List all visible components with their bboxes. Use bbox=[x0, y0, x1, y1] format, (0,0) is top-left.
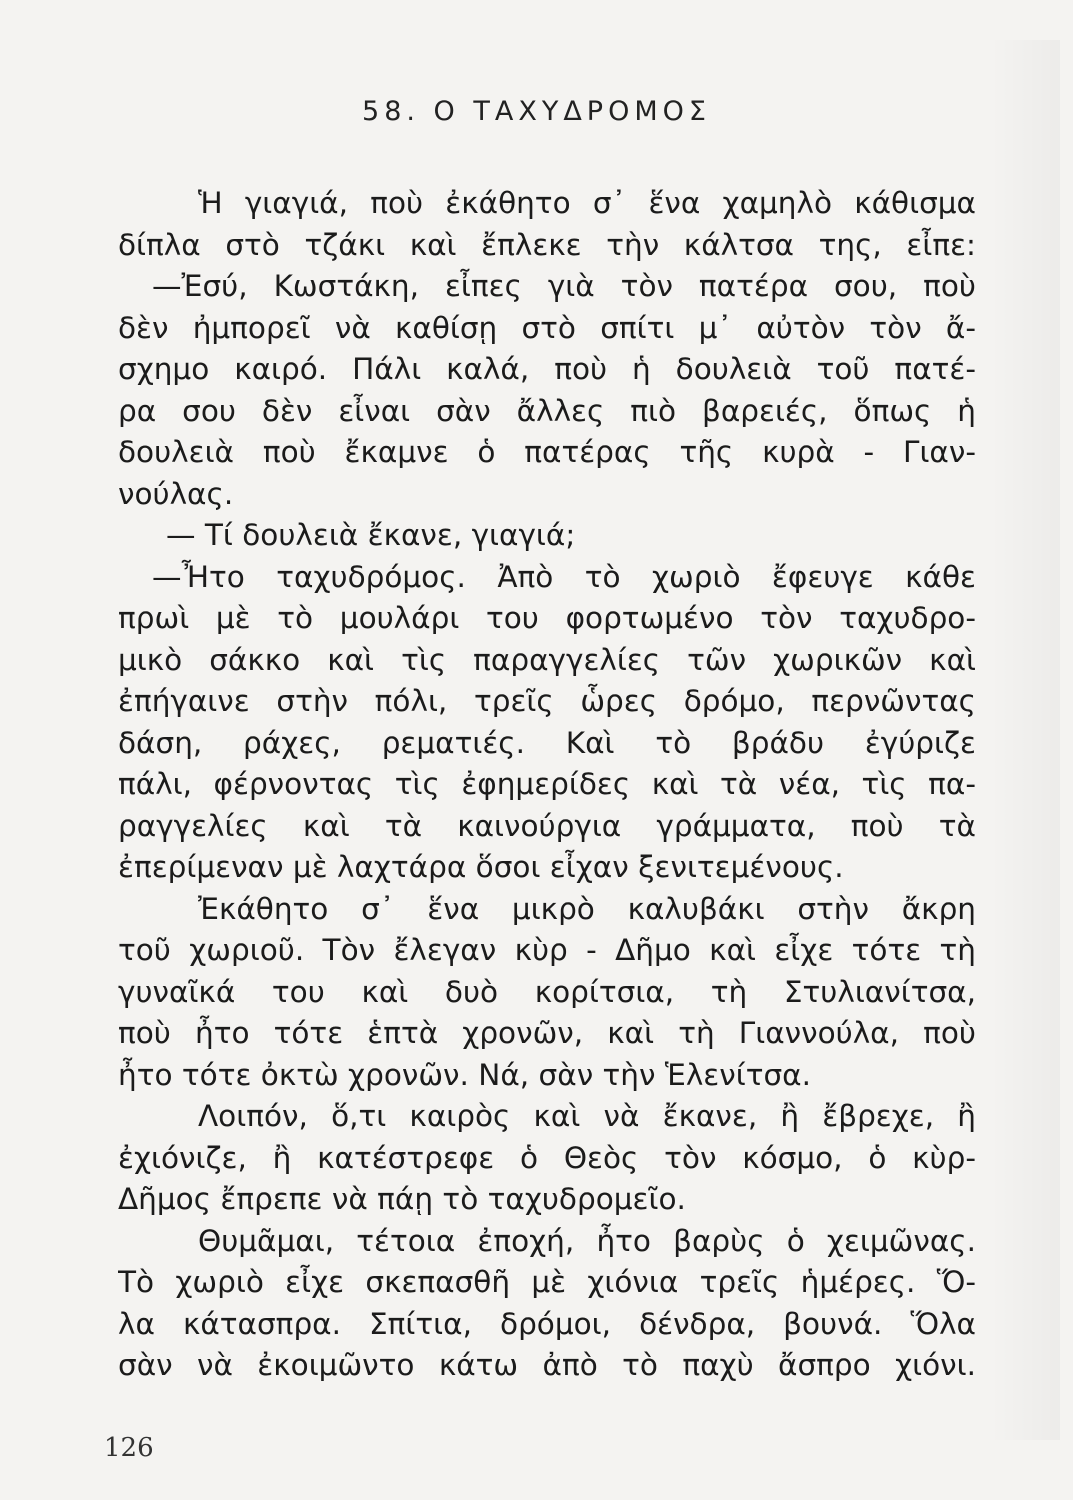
text-line: Ἐκάθητο σ᾿ ἕνα μικρὸ καλυβάκι στὴν ἄκρη bbox=[198, 891, 976, 926]
text-line: —Ἦτο ταχυδρόμος. Ἀπὸ τὸ χωριὸ ἔφευγε κάθε bbox=[152, 559, 976, 594]
text-line: ρα σου δὲν εἶναι σὰν ἄλλες πιὸ βαρειές, ὅπως ἡ bbox=[118, 393, 976, 428]
text-line: δουλειὰ ποὺ ἔκαμνε ὁ πατέρας τῆς κυρὰ - Γιαν- bbox=[118, 435, 976, 469]
text-line: τοῦ χωριοῦ. Τὸν ἔλεγαν κὺρ - Δῆμο καὶ εἶχε τότε τὴ bbox=[118, 933, 976, 967]
page-number: 126 bbox=[104, 1433, 154, 1463]
text-line: νούλας. bbox=[118, 476, 234, 511]
text-line: δὲν ἠμπορεῖ νὰ καθίσῃ στὸ σπίτι μ᾿ αὐτὸν τὸν ἄ- bbox=[118, 310, 976, 345]
chapter-title: 58. Ο ΤΑΧΥΔΡΟΜΟΣ bbox=[362, 96, 711, 127]
text-line: πρωὶ μὲ τὸ μουλάρι του φορτωμένο τὸν ταχυδρο- bbox=[118, 601, 976, 635]
body-text bbox=[118, 183, 976, 1387]
text-line: πάλι, φέρνοντας τὶς ἐφημερίδες καὶ τὰ νέα, τὶς πα- bbox=[118, 767, 976, 801]
text-line: γυναῖκά του καὶ δυὸ κορίτσια, τὴ Στυλιανίτσα, bbox=[118, 974, 976, 1009]
text-line: Θυμᾶμαι, τέτοια ἐποχή, ἦτο βαρὺς ὁ χειμῶνας. bbox=[198, 1223, 976, 1258]
text-line: —Ἐσύ, Κωστάκη, εἶπες γιὰ τὸν πατέρα σου, ποὺ bbox=[152, 269, 976, 303]
text-line: δάση, ράχες, ρεματιές. Καὶ τὸ βράδυ ἐγύριζε bbox=[118, 725, 976, 760]
text-line: Λοιπόν, ὅ,τι καιρὸς καὶ νὰ ἔκανε, ἢ ἔβρεχε, ἢ bbox=[198, 1099, 976, 1133]
text-line: ποὺ ἦτο τότε ἑπτὰ χρονῶν, καὶ τὴ Γιαννούλα, ποὺ bbox=[118, 1016, 976, 1050]
text-line: ἦτο τότε ὀκτὼ χρονῶν. Νά, σὰν τὴν Ἑλενίτσα. bbox=[118, 1057, 811, 1092]
text-line: Δῆμος ἔπρεπε νὰ πάῃ τὸ ταχυδρομεῖο. bbox=[118, 1182, 686, 1216]
text-line: Τὸ χωριὸ εἶχε σκεπασθῆ μὲ χιόνια τρεῖς ἡμέρες. Ὅ- bbox=[118, 1265, 976, 1299]
bleed-through-shadow bbox=[990, 40, 1060, 1440]
text-line: Ἡ γιαγιά, ποὺ ἐκάθητο σ᾿ ἕνα χαμηλὸ κάθισμα bbox=[198, 186, 976, 220]
text-line: ἐπερίμεναν μὲ λαχτάρα ὅσοι εἶχαν ξενιτεμένους. bbox=[118, 850, 844, 884]
text-line: σχημο καιρό. Πάλι καλά, ποὺ ἡ δουλειὰ τοῦ πατέ- bbox=[118, 352, 976, 386]
text-line: ἐχιόνιζε, ἢ κατέστρεφε ὁ Θεὸς τὸν κόσμο, ὁ κὺρ- bbox=[118, 1140, 976, 1175]
text-line: — Τί δουλειὰ ἔκανε, γιαγιά; bbox=[166, 518, 576, 552]
text-line: λα κάτασπρα. Σπίτια, δρόμοι, δένδρα, βουνά. Ὅλα bbox=[118, 1306, 976, 1341]
text-line: σὰν νὰ ἐκοιμῶντο κάτω ἀπὸ τὸ παχὺ ἄσπρο χιόνι. bbox=[118, 1348, 976, 1382]
text-line: ἐπήγαινε στὴν πόλι, τρεῖς ὧρες δρόμο, περνῶντας bbox=[118, 684, 976, 718]
text-line: μικὸ σάκκο καὶ τὶς παραγγελίες τῶν χωρικῶν καὶ bbox=[118, 642, 976, 677]
text-line: ραγγελίες καὶ τὰ καινούργια γράμματα, ποὺ τὰ bbox=[118, 808, 976, 843]
text-line: δίπλα στὸ τζάκι καὶ ἔπλεκε τὴν κάλτσα της, εἶπε: bbox=[118, 227, 976, 262]
